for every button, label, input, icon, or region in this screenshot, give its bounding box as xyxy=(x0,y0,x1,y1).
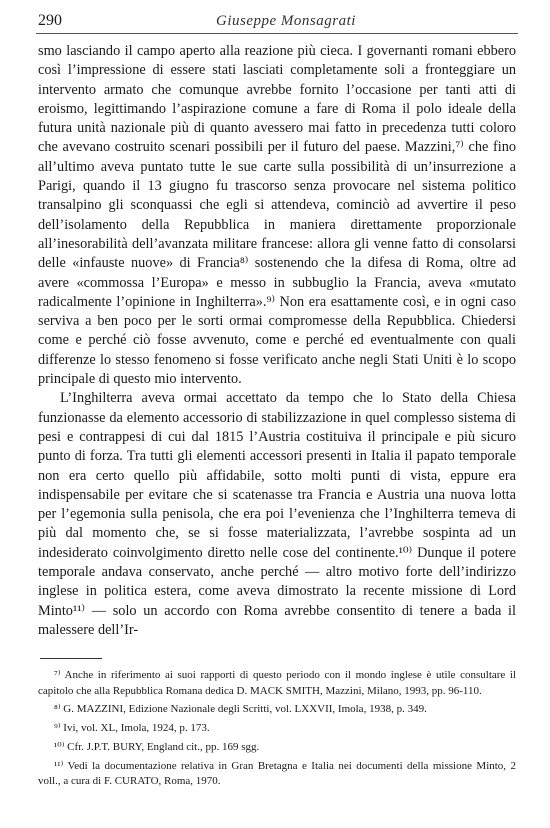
footnote-7: ⁷⁾ Anche in riferimento ai suoi rapporti di questo periodo con il mondo inglese è utile consultare il capitolo che alla Repubblica Romana dedica D. MACK SMITH, Mazzini, Milano, 1993, pp. 96-110. xyxy=(38,669,516,697)
footnote-11: ¹¹⁾ Vedi la documentazione relativa in Gran Bretagna e Italia nei documenti della missione Minto, 2 voll., a cura di F. CURATO, Roma, 1970. xyxy=(38,759,516,788)
footnote-10: ¹⁰⁾ Cfr. J.P.T. BURY, England cit., pp. 169 sgg. xyxy=(54,740,260,753)
body-text xyxy=(38,42,516,640)
footnotes xyxy=(38,668,516,793)
page-number: 290 xyxy=(38,12,62,29)
footnote-rule xyxy=(40,658,102,659)
paragraph-1: smo lasciando il campo aperto alla reazione più cieca. I governanti romani ebbero così l’impressione di essere stati lasciati completamente soli a fronteggiare un intervento armato che comunque avrebbe fornito l’occasione per tanti atti di eroismo, legittimando l’aspirazione comune a fare di Roma il polo ideale della futura unità nazionale più di quanto avessero mai fatto in precedenza tutti coloro che avevano costruito scenari possibili per il futuro del paese. Mazzini,⁷⁾ che fino all’ultimo aveva puntato tutte le sue carte sulla possibilità di un’insurrezione a Parigi, quando il 13 giugno fu trascorso senza provocare nel sistema politico transalpino gli sconquassi che egli si attendeva, cominciò ad avvertire il peso dell’isolamento della Repubblica in maniera direttamente proporzionale all’inesorabilità dell’avanzata militare francese: allora gli venne fatto di consolarsi delle «infauste nuove» di Francia⁸⁾ sostenendo che la difesa di Roma, oltre ad avere «commossa l’Europa» e messo in subbuglio la Francia, aveva «mutato radicalmente l’opinione in Inghilterra».⁹⁾ Non era esattamente così, e in ogni caso serviva a ben poco per le sorti ormai compromesse della Repubblica. Chiedersi come e perché ciò fosse avvenuto, come e perché ed eventualmente con quali differenze lo stesso fenomeno si fosse verificato anche negli Stati Uniti è lo scopo principale di questo mio intervento. xyxy=(38,43,516,388)
header-rule xyxy=(36,33,518,34)
running-title: Giuseppe Monsagrati xyxy=(216,13,356,29)
paragraph-2: L’Inghilterra aveva ormai accettato da tempo che lo Stato della Chiesa funzionasse da elemento accessorio di stabilizzazione in quel complesso sistema di pesi e contrappesi di cui dal 1815 l’Austria costituiva il principale e più sicuro punto di forza. Tra tutti gli elementi accessori presenti in Italia il papato temporale non era certo quello più affidabile, sotto molti punti di vista, eppure era indispensabile per evitare che si scatenasse tra Francia e Austria una nuova lotta per l’egemonia sulla penisola, che era poi l’evenienza che l’Inghilterra temeva di più dal momento che, se si fosse materializzata, l’avrebbe sospinta ad un indesiderato coinvolgimento diretto nelle cose del continente.¹⁰⁾ Dunque il potere temporale andava conservato, anche perché — altro motivo forte dell’indirizzo inglese in politica estera, come aveva dimostrato la recente missione di Lord Minto¹¹⁾ — solo un accordo con Roma avrebbe consentito di tenere a bada il malessere dell’Ir- xyxy=(38,390,516,638)
footnote-9: ⁹⁾ Ivi, vol. XL, Imola, 1924, p. 173. xyxy=(54,722,210,735)
footnote-8: ⁸⁾ G. MAZZINI, Edizione Nazionale degli Scritti, vol. LXXVII, Imola, 1938, p. 349. xyxy=(54,703,427,716)
